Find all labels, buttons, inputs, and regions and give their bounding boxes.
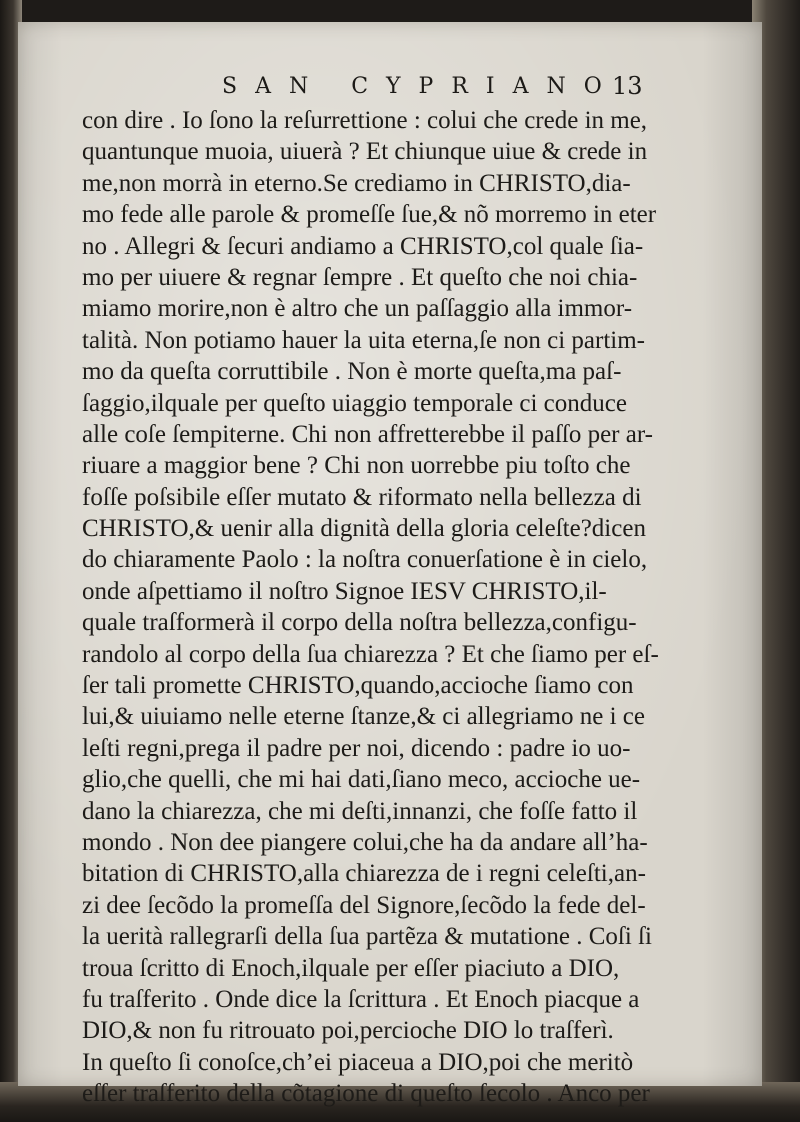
text-line: bitation di CHRISTO,alla chiarezza de i regni celeſti,an- [82, 860, 646, 888]
paper-page [18, 22, 762, 1108]
page-number: 13 [612, 72, 643, 100]
text-line: do chiaramente Paolo : la noſtra conuerſatione è in cielo, [82, 546, 648, 574]
text-line: mondo . Non dee piangere colui,che ha da andare all’ha- [82, 828, 648, 856]
text-line: talità. Non potiamo hauer la uita eterna,ſe non ci partim- [82, 326, 645, 354]
text-line: leſti regni,prega il padre per noi, dicendo : padre io uo- [82, 734, 631, 762]
text-line: miamo morire,non è altro che un paſſaggio alla immor- [82, 295, 633, 323]
text-line: ſer tali promette CHRISTO,quando,accioche ſiamo con [82, 672, 634, 700]
text-line: lui,& uiuiamo nelle eterne ſtanze,& ci allegriamo ne i ce [82, 703, 645, 731]
text-line: no . Allegri & ſecuri andiamo a CHRISTO,col quale ſia- [82, 232, 644, 260]
text-line: zi dee ſecõdo la promeſſa del Signore,ſecõdo la fede del- [82, 891, 646, 919]
text-line: In queſto ſi conoſce,ch’ei piaceua a DIO,poi che meritò [82, 1048, 634, 1076]
text-line: riuare a maggior bene ? Chi non uorrebbe piu toſto che [82, 452, 631, 480]
text-line: con dire . Io ſono la reſurrettione : colui che crede in me, [82, 107, 648, 134]
text-line: alle coſe ſempiterne. Chi non affretterebbe il paſſo per ar- [82, 420, 654, 448]
text-line: CHRISTO,& uenir alla dignità della gloria celeſte?dicen [82, 515, 646, 543]
text-line: DIO,& non fu ritrouato poi,percioche DIO lo traſferì. [82, 1017, 614, 1045]
text-line: glio,che quelli, che mi hai dati,ſiano meco, accioche ue- [82, 766, 641, 794]
text-line: la uerità rallegrarſi della ſua partẽza & mutatione . Coſi ſi [82, 923, 652, 951]
text-line: fu traſferito . Onde dice la ſcrittura . Et Enoch piacque a [82, 985, 640, 1013]
text-line: quale traſformerà il corpo della noſtra bellezza,configu- [82, 609, 637, 637]
text-line: mo fede alle parole & promeſſe ſue,& nõ morremo in eter [82, 201, 657, 229]
running-title: SAN CYPRIANO [222, 74, 620, 99]
body-text [82, 105, 742, 1110]
text-line: randolo al corpo della ſua chiarezza ? Et che ſiamo per eſ- [82, 640, 659, 668]
text-line: mo da queſta corruttibile . Non è morte queſta,ma paſ- [82, 358, 622, 386]
text-line: onde aſpettiamo il noſtro Signoe IESV CHRISTO,il- [82, 577, 607, 605]
text-line: quantunque muoia, uiuerà ? Et chiunque uiue & crede in [82, 138, 648, 166]
text-line: dano la chiarezza, che mi deſti,innanzi, che foſſe fatto il [82, 797, 638, 825]
text-line: me,non morrà in eterno.Se crediamo in CHRISTO,dia- [82, 169, 631, 197]
text-line: foſſe poſsibile eſſer mutato & riformato nella bellezza di [82, 483, 642, 511]
scan-top-border [0, 0, 800, 22]
text-line: eſſer traſferito della cõtagione di queſto ſecolo . Anco per [82, 1080, 650, 1108]
text-line: troua ſcritto di Enoch,ilquale per eſſer piaciuto a DIO, [82, 954, 620, 982]
text-line: mo per uiuere & regnar ſempre . Et queſto che noi chia- [82, 263, 638, 291]
text-line: ſaggio,ilquale per queſto uiaggio temporale ci conduce [82, 389, 627, 417]
